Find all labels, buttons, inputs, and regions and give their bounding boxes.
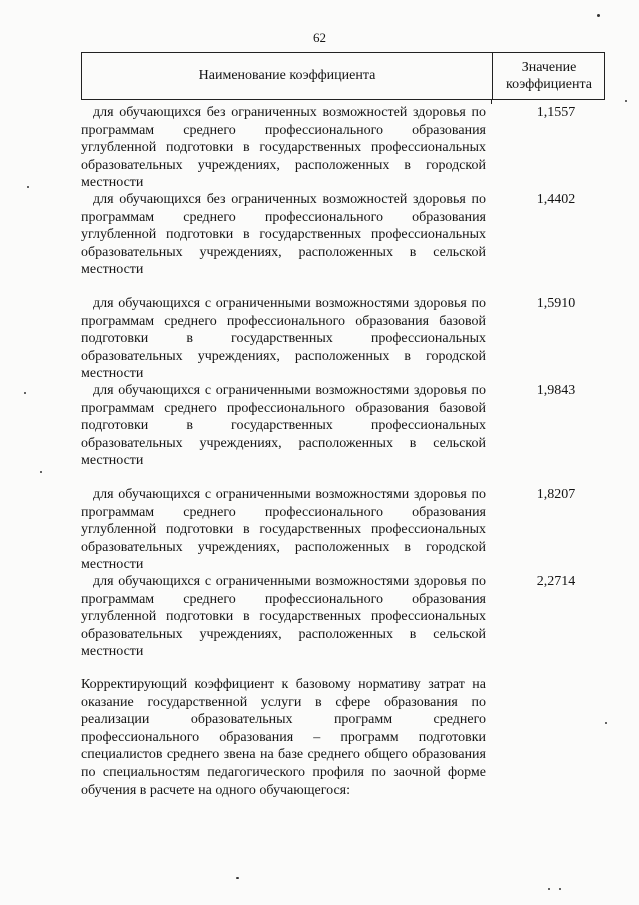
column-divider-tail xyxy=(491,100,492,104)
table-header xyxy=(81,52,605,100)
scan-speck xyxy=(597,14,600,17)
row-coefficient: 1,1557 xyxy=(536,105,576,120)
column-header-name: Наименование коэффициента xyxy=(198,68,376,83)
row-description: для обучающихся без ограниченных возможностей здоровья по программам среднего профессионального образования углубленной подготовки в государственных профессиональных образовательных учреждениях, расположенных в городской местности xyxy=(81,105,486,190)
scan-speck xyxy=(605,722,607,724)
column-header-value-line2: коэффициента xyxy=(506,77,592,92)
scan-speck xyxy=(236,877,239,879)
row-coefficient: 2,2714 xyxy=(536,574,576,589)
row-description: для обучающихся с ограниченными возможностями здоровья по программам среднего профессионального образования углубленной подготовки в государственных профессиональных образовательных учреждениях, расположенных в городской местности xyxy=(81,487,486,572)
column-header-value-line1: Значение xyxy=(521,60,577,75)
scan-speck xyxy=(625,100,627,102)
row-description: для обучающихся с ограниченными возможностями здоровья по программам среднего профессионального образования базовой подготовки в государственных профессиональных образовательных учреждениях, расположенных в городской местности xyxy=(81,296,486,381)
column-header-value xyxy=(493,53,605,99)
row-description: для обучающихся без ограниченных возможностей здоровья по программам среднего профессионального образования углубленной подготовки в государственных профессиональных образовательных учреждениях, расположенных в сельской местности xyxy=(81,192,486,277)
row-description: для обучающихся с ограниченными возможностями здоровья по программам среднего профессионального образования базовой подготовки в государственных профессиональных образовательных учреждениях, расположенных в сельской местности xyxy=(81,383,486,468)
scan-speck xyxy=(40,471,42,473)
page-number: 62 xyxy=(313,30,326,45)
scan-speck xyxy=(27,186,29,188)
closing-paragraph: Корректирующий коэффициент к базовому нормативу затрат на оказание государственной услуги в сфере образования по реализации образовательных программ среднего профессионального образования – программ подготовки специалистов среднего звена на базе среднего общего образования по специальностям педагогического профиля по заочной форме обучения в расчете на одного обучающегося: xyxy=(81,677,486,798)
row-coefficient: 1,9843 xyxy=(536,383,576,398)
row-coefficient: 1,5910 xyxy=(536,296,576,311)
row-description: для обучающихся с ограниченными возможностями здоровья по программам среднего профессионального образования углубленной подготовки в государственных профессиональных образовательных учреждениях, расположенных в сельской местности xyxy=(81,574,486,659)
row-coefficient: 1,8207 xyxy=(536,487,576,502)
scan-speck xyxy=(559,888,561,890)
scan-speck xyxy=(24,392,26,394)
scan-speck xyxy=(548,888,550,890)
row-coefficient: 1,4402 xyxy=(536,192,576,207)
